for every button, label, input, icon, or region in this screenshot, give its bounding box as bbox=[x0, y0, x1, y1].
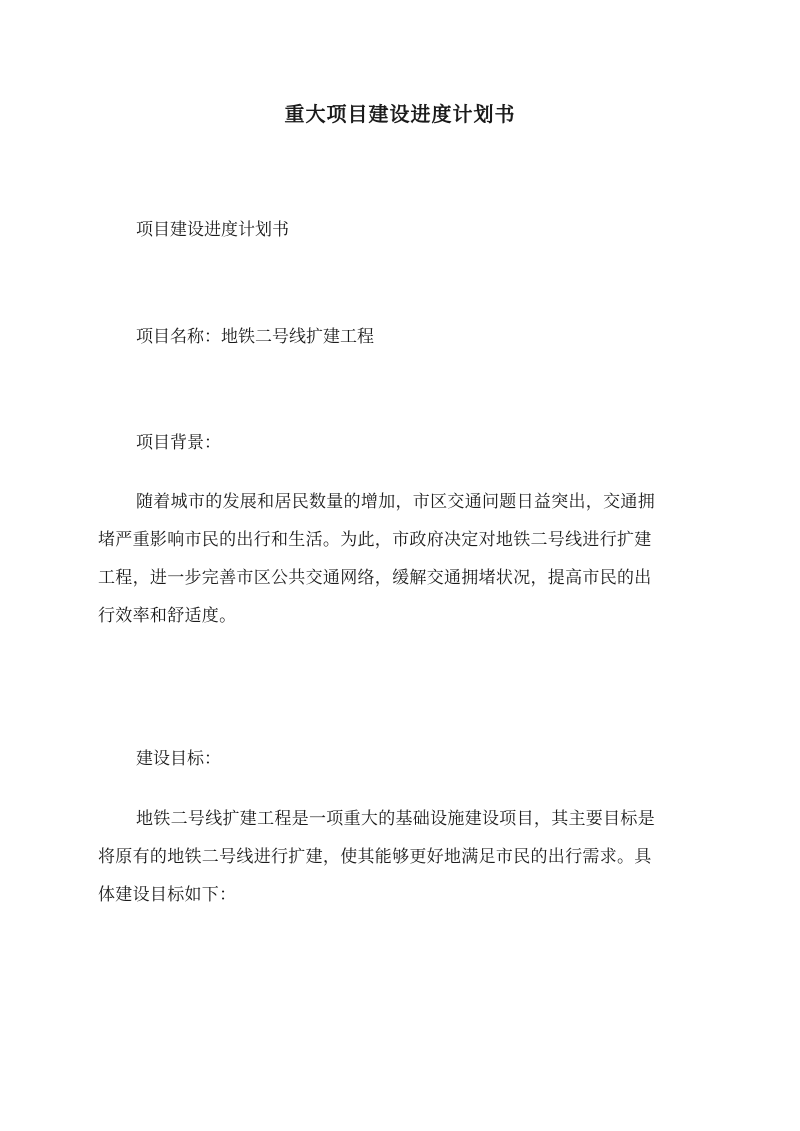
goals-line: 体建设目标如下： bbox=[98, 885, 237, 905]
background-heading: 项目背景： bbox=[136, 433, 221, 453]
goals-line: 将原有的地铁二号线进行扩建，使其能够更好地满足市民的出行需求。具 bbox=[98, 847, 652, 867]
background-line: 行效率和舒适度。 bbox=[98, 606, 237, 626]
project-name-line: 项目名称：地铁二号线扩建工程 bbox=[136, 327, 374, 347]
goals-line: 地铁二号线扩建工程是一项重大的基础设施建设项目，其主要目标是 bbox=[136, 809, 655, 829]
goals-paragraph bbox=[98, 800, 710, 914]
document-title: 重大项目建设进度计划书 bbox=[284, 102, 516, 126]
background-line: 堵严重影响市民的出行和生活。为此，市政府决定对地铁二号线进行扩建 bbox=[98, 530, 652, 550]
goals-heading: 建设目标： bbox=[136, 749, 221, 769]
background-line: 工程，进一步完善市区公共交通网络，缓解交通拥堵状况，提高市民的出 bbox=[98, 568, 652, 588]
background-line: 随着城市的发展和居民数量的增加，市区交通问题日益突出，交通拥 bbox=[136, 492, 655, 512]
background-paragraph bbox=[98, 483, 710, 635]
document-subtitle: 项目建设进度计划书 bbox=[136, 220, 289, 240]
